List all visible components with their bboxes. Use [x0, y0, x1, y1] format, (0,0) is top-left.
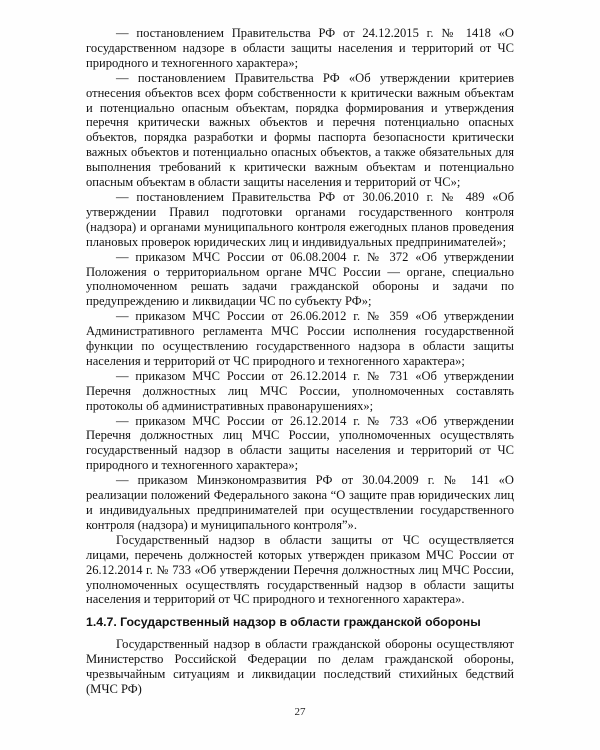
section-heading: 1.4.7. Государственный надзор в области гражданской обороны: [86, 615, 481, 630]
list-item-resolution-489: — постановлением Правительства РФ от 30.06.2010 г. № 489 «Об утверждении Правил подготовки органами государственного контроля (надзора) и органами муниципального контроля ежегодных планов проведения плановых проверок юридических лиц и индивидуальных предпринимателей»;: [86, 189, 514, 249]
list-item-resolution-criteria: — постановлением Правительства РФ «Об утверждении критериев отнесения объектов всех форм собственности к критически важным объектам и потенциально опасным объектам, порядка формирования и утверждения перечня критически важных объектов и перечня потенциально опасных объектов, порядка разработки и формы паспорта безопасности критически важных объектов и потенциально опасных объектов, а также обязательных для выполнения требований к критически важным объектам и потенциально опасным объектам в области защиты населения и территорий от ЧС»;: [86, 70, 514, 190]
body-text: [86, 26, 514, 697]
list-item-order-372: — приказом МЧС России от 06.08.2004 г. № 372 «Об утверждении Положения о территориальном органе МЧС России — органе, специально уполномоченном решать задачи гражданской обороны и задачи по предупреждению и ликвидации ЧС по субъекту РФ»;: [86, 249, 514, 309]
list-item-order-733: — приказом МЧС России от 26.12.2014 г. № 733 «Об утверждении Перечня должностных лиц МЧС России, уполномоченных осуществлять государственный надзор в области защиты населения и территорий от ЧС природного и техногенного характера»;: [86, 413, 514, 473]
page-number: 27: [294, 706, 306, 718]
list-item-order-359: — приказом МЧС России от 26.06.2012 г. № 359 «Об утверждении Административного регламента МЧС России исполнения государственной функции по осуществлению государственного надзора в области защиты населения и территорий от ЧС природного и техногенного характера»;: [86, 309, 514, 368]
list-item-resolution-1418: — постановлением Правительства РФ от 24.12.2015 г. № 1418 «О государственном надзоре в области защиты населения и территорий от ЧС природного и техногенного характера»;: [86, 26, 514, 70]
list-item-order-731: — приказом МЧС России от 26.12.2014 г. № 731 «Об утверждении Перечня должностных лиц МЧС России, уполномоченных составлять протоколы об административных правонарушениях»;: [86, 368, 514, 413]
paragraph-civil-defense: Государственный надзор в области гражданской обороны осуществляют Министерство Российской Федерации по делам гражданской обороны, чрезвычайным ситуациям и ликвидации последствий стихийных бедствий (МЧС РФ): [86, 637, 514, 697]
paragraph-supervision-officials: Государственный надзор в области защиты от ЧС осуществляется лицами, перечень должностей которых утвержден приказом МЧС России от 26.12.2014 г. № 733 «Об утверждении Перечня должностных лиц МЧС России, уполномоченных осуществлять государственный надзор в области защиты населения и территорий от ЧС природного и техногенного характера».: [86, 532, 514, 607]
list-item-order-141: — приказом Минэкономразвития РФ от 30.04.2009 г. № 141 «О реализации положений Федерального закона “О защите прав юридических лиц и индивидуальных предпринимателей при осуществлении государственного контроля (надзора) и муниципального контроля”».: [86, 473, 514, 532]
